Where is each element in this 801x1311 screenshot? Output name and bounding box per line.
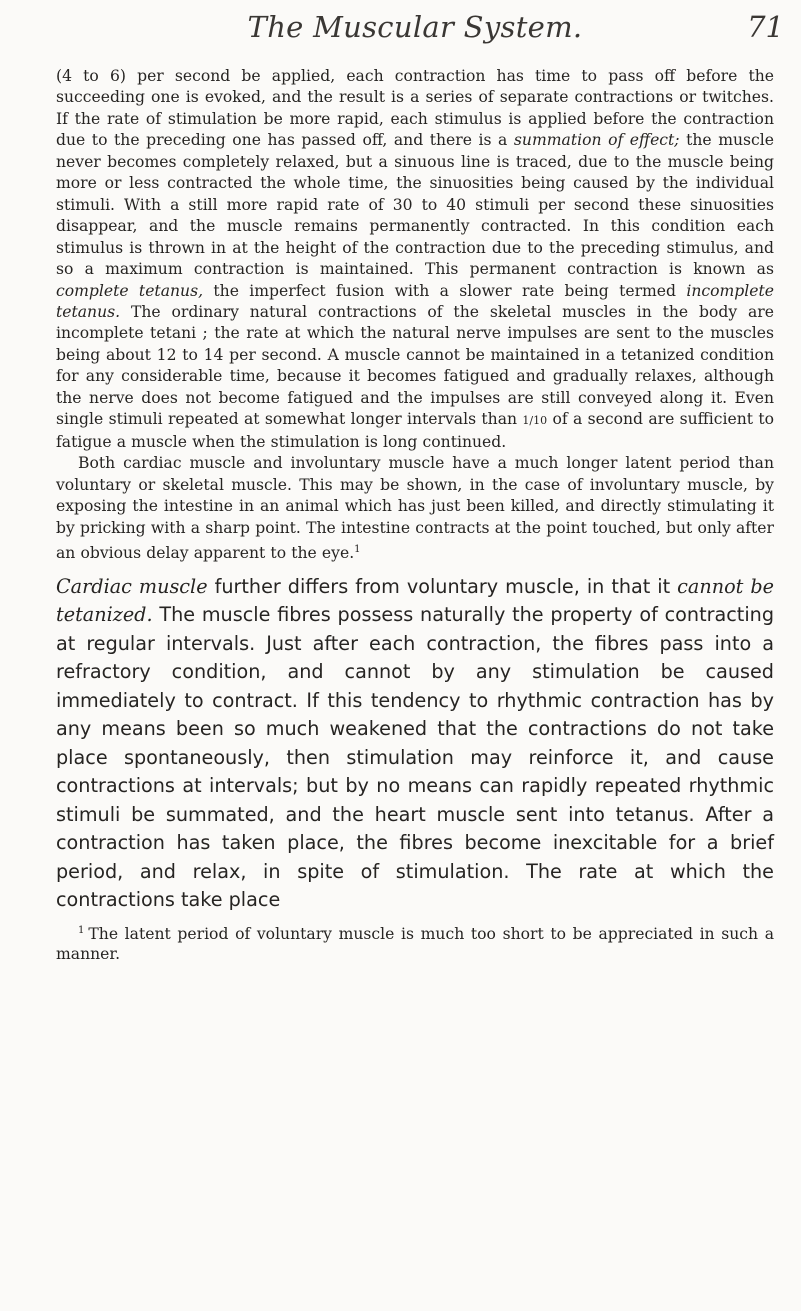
body-text-small <box>56 66 774 565</box>
running-head <box>56 0 784 66</box>
paragraph-cardiac: Cardiac muscle further differs from voluntary muscle, in that it cannot be tetanized. The muscle fibres possess naturally the property of contracting at regular intervals. Just after each contraction, the fibres pass into a refractory condition, and cannot by any stimulation be caused immediately to contract. If this tendency to rhythmic contraction has by any means been so much weakened that the contractions do not take place spontaneously, then stimulation may reinforce it, and cause contractions at intervals; but by no means can rapidly repeated rhythmic stimuli be summated, and the heart muscle sent into tetanus. After a contraction has taken place, the fibres become inexcitable for a brief period, and relax, in spite of stimulation. The rate at which the contractions take place <box>56 574 774 912</box>
paragraph-latent-period: Both cardiac muscle and involuntary muscle have a much longer latent period than voluntary or skeletal muscle. This may be shown, in the case of involuntary muscle, by exposing the intestine in an animal which has just been killed, and directly stimulating it by pricking with a sharp point. The intestine contracts at the point touched, but only after an obvious delay apparent to the eye.$^1$ <box>56 454 774 563</box>
footnote-text: The latent period of voluntary muscle is much too short to be appreciated in such a manner. <box>56 924 774 963</box>
footnote <box>56 921 774 964</box>
running-title: The Muscular System. <box>247 10 583 44</box>
page-number: 71 <box>747 10 784 44</box>
footnote-ref: 1 <box>354 543 361 555</box>
term-incomplete-tetanus: incomplete tetanus. <box>56 281 774 321</box>
term-summation: summation of effect; <box>513 131 680 150</box>
body-text-large <box>56 573 774 915</box>
term-complete-tetanus: complete tetanus, <box>56 281 204 300</box>
term-cannot-be-tetanized: cannot be tetanized. <box>56 574 774 627</box>
paragraph-tetanus: (4 to 6) per second be applied, each contraction has time to pass off before the succeeding one is evoked, and the result is a series of separate contractions or twitches. If the rate of stimulation be more rapid, each stimulus is applied before the contraction due to the preceding one has passed off, and there is a summation of effect; the muscle never becomes completely relaxed, but a sinuous line is traced, due to the muscle being more or less contracted the whole time, the sinuosities being caused by the individual stimuli. With a still more rapid rate of 30 to 40 stimuli per second these sinuosities disappear, and the muscle remains permanently contracted. In this condition each stimulus is thrown in at the height of the contraction due to the preceding stimulus, and so a maximum contraction is maintained. This permanent contraction is known as complete tetanus, the imperfect fusion with a slower rate being termed incomplete tetanus. The ordinary natural contractions of the skeletal muscles in the body are incomplete tetani ; the rate at which the natural nerve impulses are sent to the muscles being about 12 to 14 per second. A muscle cannot be maintained in a tetanized condition for any considerable time, because it becomes fatigued and gradually relaxes, although the nerve does not become fatigued and the impulses are still conveyed along it. Even single stimuli repeated at somewhat longer intervals than 1/10 of a second are sufficient to fatigue a muscle when the stimulation is long continued. <box>56 67 775 451</box>
footnote-marker: 1 <box>78 924 85 936</box>
book-page <box>56 0 784 964</box>
fraction: 1/10 <box>522 414 548 428</box>
term-cardiac-muscle: Cardiac muscle <box>56 574 208 598</box>
